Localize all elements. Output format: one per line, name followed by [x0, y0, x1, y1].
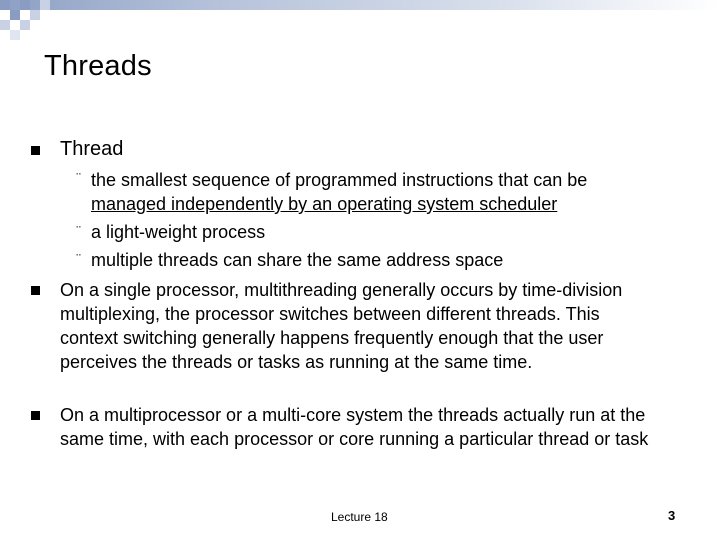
bullet-text: On a multiprocessor or a multi-core system the threads actually run at the same time, with each processor or core running a particular thread or task: [60, 405, 649, 449]
square-bullet-icon: [31, 286, 40, 295]
checkbox-bullet-icon: ¨: [75, 225, 82, 241]
header-gradient-bar: [0, 0, 720, 10]
footer-lecture: Lecture 18: [331, 510, 388, 524]
checkbox-bullet-icon: ¨: [75, 253, 82, 269]
sub-bullet-text: a light-weight process: [91, 222, 266, 242]
bullet-text: On a single processor, multithreading generally occurs by time-division multiplexing, the processor switches between different threads. This context switching generally happens frequently enough that the user perceives the threads or tasks as running at the same time.: [60, 280, 623, 372]
bullet-text: Thread: [60, 138, 124, 160]
sub-bullet-text: multiple threads can share the same address space: [91, 250, 504, 270]
square-bullet-icon: [31, 146, 40, 155]
sub-bullet-text-continued: managed independently by an operating system scheduler: [91, 194, 558, 214]
sub-bullet-text: the smallest sequence of programmed instructions that can be: [91, 170, 588, 190]
checkbox-bullet-icon: ¨: [75, 172, 82, 188]
square-bullet-icon: [31, 411, 40, 420]
page-number: 3: [668, 508, 676, 523]
slide-title: Threads: [44, 50, 152, 82]
decorative-checker-pattern: [0, 0, 60, 50]
